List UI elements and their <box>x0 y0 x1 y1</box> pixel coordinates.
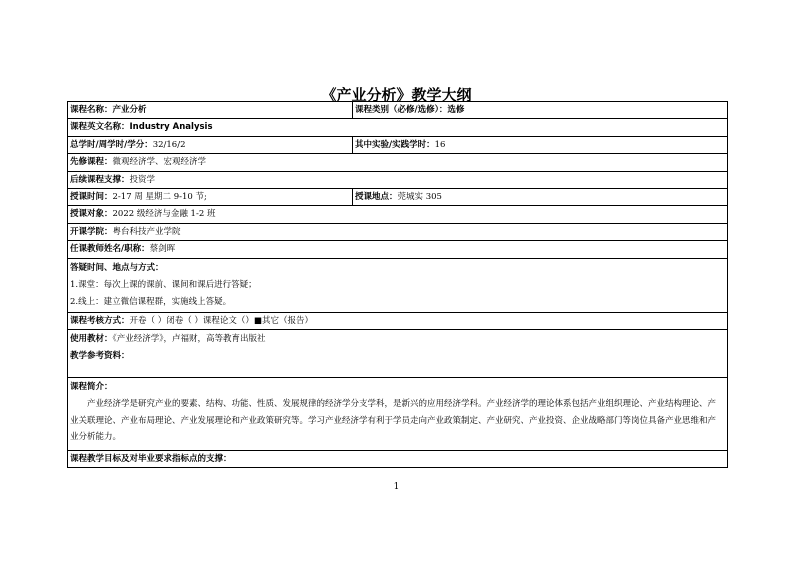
follow-up-cell <box>68 171 728 188</box>
objectives-label: 课程教学目标及对毕业要求指标点的支撑： <box>70 453 232 464</box>
table-row <box>68 312 728 329</box>
target-value: 2022 级经济与金融 1-2 班 <box>112 209 216 220</box>
syllabus-table <box>67 101 728 468</box>
table-row <box>68 330 728 378</box>
textbook-line <box>70 331 725 348</box>
intro-cell <box>68 378 728 451</box>
prerequisite-value: 微观经济学、宏观经济学 <box>112 157 207 168</box>
qa-label: 答疑时间、地点与方式： <box>70 262 164 273</box>
experiment-label: 其中实验/实践学时： <box>355 139 435 150</box>
table-row <box>68 154 728 171</box>
course-name-label: 课程名称： <box>70 105 113 115</box>
course-type-cell <box>353 102 728 119</box>
english-name-value: Industry Analysis <box>129 122 213 133</box>
table-row <box>68 189 728 206</box>
references-label: 教学参考资料： <box>70 351 130 362</box>
hours-value: 32/16/2 <box>152 139 186 150</box>
course-name-value: 产业分析 <box>112 105 147 115</box>
target-cell <box>68 206 728 223</box>
table-row <box>68 119 728 136</box>
college-label: 开课学院： <box>70 226 113 237</box>
table-row <box>68 378 728 451</box>
table-row <box>68 241 728 258</box>
assessment-cell <box>68 312 728 329</box>
target-label: 授课对象： <box>70 209 113 220</box>
qa-line-2: 2.线上：建立微信课程群，实施线上答疑。 <box>70 296 232 307</box>
page-number: 1 <box>393 482 400 492</box>
textbook-value: 《产业经济学》，卢福财，高等教育出版社 <box>112 334 266 345</box>
location-value: 莞城实 305 <box>397 192 442 203</box>
prerequisite-label: 先修课程： <box>70 157 113 168</box>
table-row <box>68 206 728 223</box>
location-label: 授课地点： <box>355 192 398 203</box>
qa-cell <box>68 258 728 312</box>
college-value: 粤台科技产业学院 <box>112 226 181 237</box>
page-title: 《产业分析》教学大纲 <box>321 86 472 104</box>
teacher-value: 蔡剑晖 <box>149 244 176 255</box>
qa-line-1: 1.课堂：每次上课的课前、课间和课后进行答疑； <box>70 279 257 290</box>
teacher-label: 任课教师姓名/职称： <box>70 244 150 255</box>
course-type-value: 选修 <box>447 105 465 115</box>
table-row <box>68 171 728 188</box>
college-cell <box>68 223 728 240</box>
textbook-label: 使用教材： <box>70 334 113 345</box>
objectives-cell <box>68 450 728 467</box>
intro-label: 课程简介： <box>70 382 113 393</box>
english-name-cell <box>68 119 728 136</box>
schedule-value: 2-17 周 星期二 9-10 节; <box>112 192 207 203</box>
course-name-cell <box>68 102 353 119</box>
table-row <box>68 258 728 312</box>
course-type-label: 课程类别（必修/选修）： <box>355 105 448 115</box>
follow-up-value: 投资学 <box>129 174 156 185</box>
teacher-cell <box>68 241 728 258</box>
hours-cell <box>68 136 353 153</box>
intro-text: 产业经济学是研究产业的要素、结构、功能、性质、发展规律的经济学分支学科，是新兴的应用经济学科。产业经济学的理论体系包括产业组织理论、产业结构理论、产业关联理论、产业布局理论、产业发展理论和产业政策研究等。学习产业经济学有利于学员走向产业政策制定、产业研究、产业投资、企业战略部门等岗位具备产业思维和产业分析能力。 <box>70 399 717 443</box>
schedule-label: 授课时间： <box>70 192 113 203</box>
assessment-label: 课程考核方式： <box>70 315 130 326</box>
schedule-cell <box>68 189 353 206</box>
experiment-value: 16 <box>434 139 446 150</box>
experiment-cell <box>353 136 728 153</box>
assessment-value: 开卷（ ）闭卷（ ）课程论文（）■其它（报告） <box>129 315 313 326</box>
english-name-label: 课程英文名称： <box>70 122 130 133</box>
table-row <box>68 136 728 153</box>
hours-label: 总学时/周学时/学分： <box>70 139 153 150</box>
prerequisite-cell <box>68 154 728 171</box>
location-cell <box>353 189 728 206</box>
table-row <box>68 223 728 240</box>
table-row <box>68 450 728 467</box>
textbook-cell <box>68 330 728 378</box>
follow-up-label: 后续课程支撑： <box>70 174 130 185</box>
table-row <box>68 102 728 119</box>
